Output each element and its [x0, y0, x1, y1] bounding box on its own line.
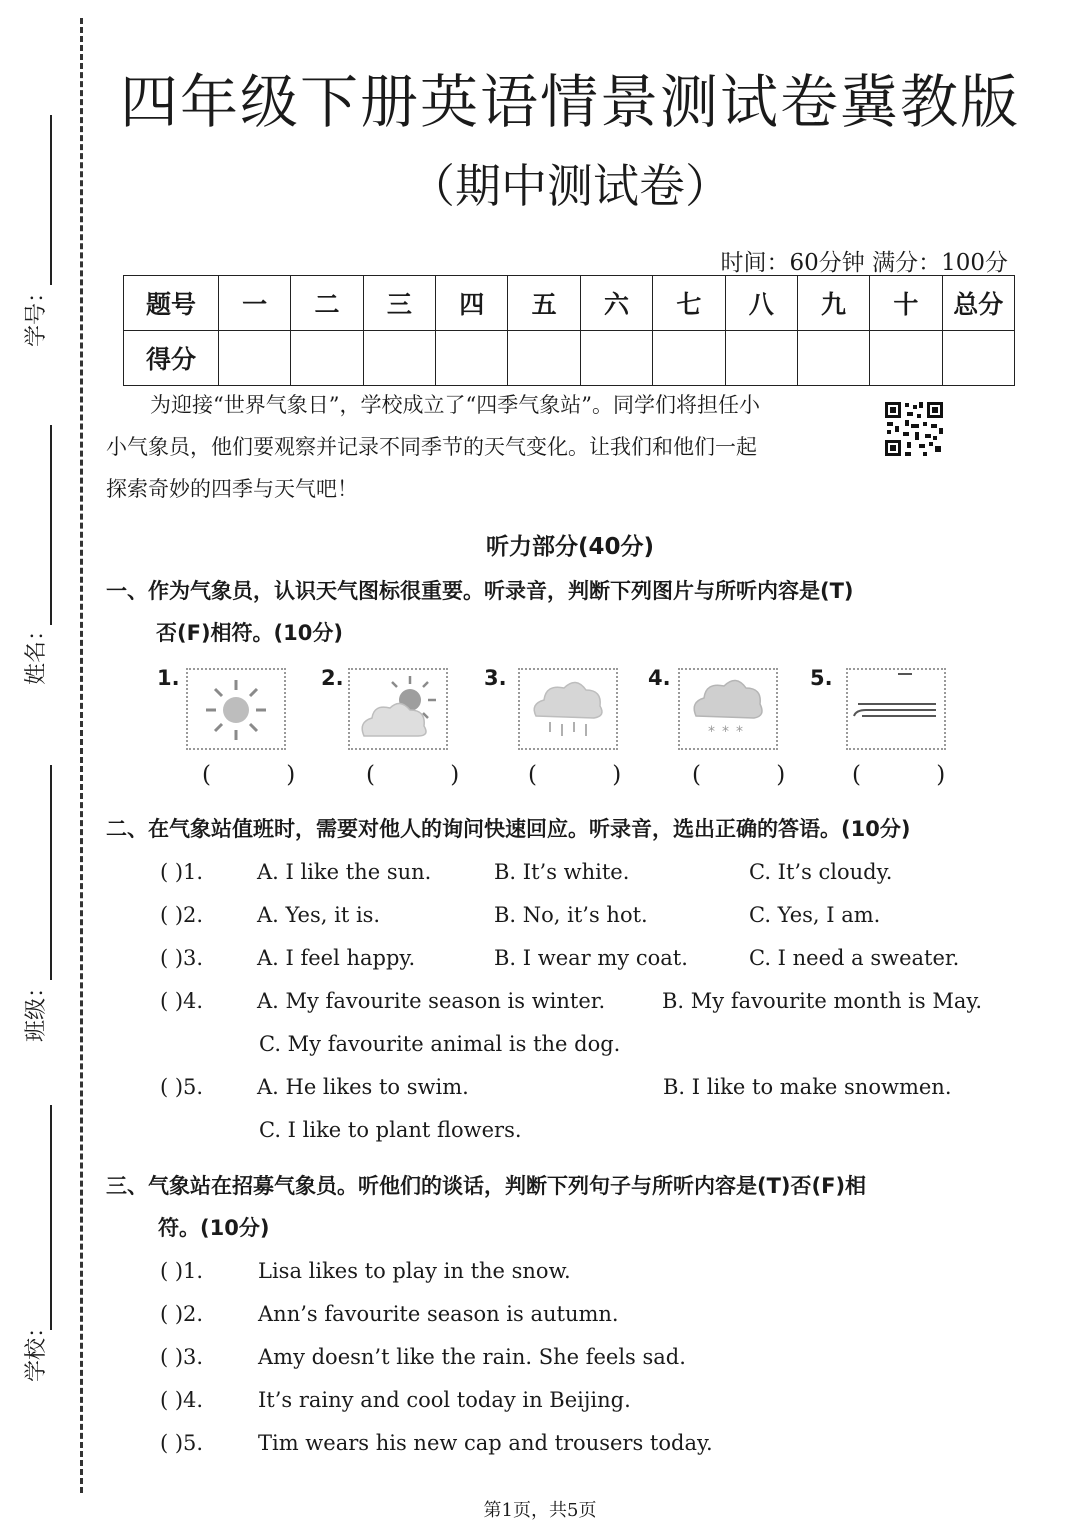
statement-text: Ann’s favourite season is autumn. [258, 1302, 619, 1326]
name-label: 姓名： [24, 618, 49, 685]
statement-number[interactable]: ( )5. [160, 1431, 204, 1455]
column-header: 二 [291, 276, 363, 331]
option-a: A. My favourite season is winter. [257, 989, 606, 1013]
column-header: 八 [725, 276, 797, 331]
column-header: 总分 [942, 276, 1014, 331]
statement-text: Lisa likes to play in the snow. [258, 1259, 571, 1283]
statement-text: It’s rainy and cool today in Beijing. [258, 1388, 631, 1412]
option-b: B. My favourite month is May. [662, 989, 983, 1013]
option-b: B. I like to make snowmen. [663, 1075, 952, 1099]
section3-heading-line1: 三、气象站在招募气象员。听他们的谈话，判断下列句子与所听内容是(T)否(F)相 [106, 1174, 867, 1198]
statement-text: Tim wears his new cap and trousers today. [258, 1431, 713, 1455]
score-cell[interactable] [797, 331, 869, 386]
score-cell[interactable] [363, 331, 435, 386]
column-header: 九 [797, 276, 869, 331]
score-table-score-row [124, 331, 1015, 386]
sun-icon [188, 670, 284, 748]
column-header: 三 [363, 276, 435, 331]
picture-number: 2. [321, 666, 344, 690]
question-number[interactable]: ( )5. [160, 1075, 204, 1099]
binding-dashed-line [80, 18, 83, 1493]
option-c: C. Yes, I am. [749, 903, 881, 927]
svg-text:*: * [722, 724, 729, 740]
answer-parentheses[interactable]: ( ) [528, 762, 656, 788]
statement-number[interactable]: ( )3. [160, 1345, 204, 1369]
column-header: 五 [508, 276, 580, 331]
score-cell[interactable] [870, 331, 942, 386]
picture-frame [678, 668, 778, 750]
option-a: A. He likes to swim. [257, 1075, 469, 1099]
answer-parentheses[interactable]: ( ) [366, 762, 494, 788]
answer-parentheses[interactable]: ( ) [202, 762, 330, 788]
school-blank[interactable] [50, 1105, 52, 1330]
option-c: C. My favourite animal is the dog. [259, 1032, 621, 1056]
question-number[interactable]: ( )3. [160, 946, 204, 970]
score-table [123, 275, 1015, 386]
score-cell[interactable] [725, 331, 797, 386]
option-a: A. Yes, it is. [257, 903, 381, 927]
name-blank[interactable] [50, 425, 52, 625]
question-number[interactable]: ( )4. [160, 989, 204, 1013]
option-b: B. No, it’s hot. [494, 903, 648, 927]
picture-number: 1. [157, 666, 180, 690]
page-footer: 第1页，共5页 [483, 1500, 597, 1521]
class-blank[interactable] [50, 765, 52, 980]
section2-heading: 二、在气象站值班时，需要对他人的询问快速回应。听录音，选出正确的答语。(10分) [106, 817, 911, 841]
option-c: C. I need a sweater. [749, 946, 960, 970]
picture-number: 5. [810, 666, 833, 690]
answer-parentheses[interactable]: ( ) [692, 762, 820, 788]
option-b: B. It’s white. [494, 860, 630, 884]
statement-text: Amy doesn’t like the rain. She feels sad. [258, 1345, 686, 1369]
statement-number[interactable]: ( )2. [160, 1302, 204, 1326]
page-subtitle: （期中测试卷） [409, 159, 731, 213]
column-header: 十 [870, 276, 942, 331]
question-number[interactable]: ( )2. [160, 903, 204, 927]
question-number-label: 题号 [124, 276, 219, 331]
class-label: 班级： [24, 975, 49, 1042]
column-header: 四 [436, 276, 508, 331]
student-no-label: 学号： [24, 280, 49, 347]
score-cell[interactable] [219, 331, 291, 386]
picture-frame [518, 668, 618, 750]
option-a: A. I like the sun. [257, 860, 432, 884]
score-cell[interactable] [942, 331, 1014, 386]
score-label: 得分 [124, 331, 219, 386]
picture-frame [186, 668, 286, 750]
option-a: A. I feel happy. [257, 946, 416, 970]
school-label: 学校： [24, 1315, 49, 1382]
statement-number[interactable]: ( )1. [160, 1259, 204, 1283]
intro-line: 小气象员，他们要观察并记录不同季节的天气变化。让我们和他们一起 [106, 435, 757, 459]
section1-heading-line1: 一、作为气象员，认识天气图标很重要。听录音，判断下列图片与所听内容是(T) [106, 579, 854, 603]
section3-heading-line2: 符。(10分) [158, 1216, 270, 1240]
intro-line: 探索奇妙的四季与天气吧！ [106, 477, 358, 501]
rain-cloud-icon [520, 670, 616, 748]
intro-line: 为迎接“世界气象日”，学校成立了“四季气象站”。同学们将担任小 [150, 393, 760, 417]
intro-paragraph [106, 384, 856, 510]
column-header: 七 [653, 276, 725, 331]
score-table-header-row [124, 276, 1015, 331]
score-cell[interactable] [291, 331, 363, 386]
wind-icon [848, 670, 944, 748]
score-cell[interactable] [436, 331, 508, 386]
svg-text:*: * [708, 724, 715, 740]
picture-number: 3. [484, 666, 507, 690]
answer-parentheses[interactable]: ( ) [852, 762, 980, 788]
page-title: 四年级下册英语情景测试卷冀教版 [119, 68, 1020, 136]
statement-number[interactable]: ( )4. [160, 1388, 204, 1412]
picture-frame [348, 668, 448, 750]
qr-code-icon[interactable] [883, 400, 945, 458]
section1-heading-line2: 否(F)相符。(10分) [156, 621, 343, 645]
option-c: C. It’s cloudy. [749, 860, 893, 884]
svg-text:*: * [736, 724, 743, 740]
partly-cloudy-icon [350, 670, 446, 748]
student-no-blank[interactable] [50, 115, 52, 285]
option-c: C. I like to plant flowers. [259, 1118, 522, 1142]
snow-cloud-icon [680, 670, 776, 748]
option-b: B. I wear my coat. [494, 946, 688, 970]
score-cell[interactable] [508, 331, 580, 386]
listening-section-title: 听力部分(40分) [485, 534, 655, 560]
column-header: 一 [219, 276, 291, 331]
score-cell[interactable] [653, 331, 725, 386]
picture-number: 4. [648, 666, 671, 690]
score-cell[interactable] [580, 331, 652, 386]
time-info: 时间：60分钟 满分：100分 [720, 250, 1008, 276]
picture-frame [846, 668, 946, 750]
column-header: 六 [580, 276, 652, 331]
question-number[interactable]: ( )1. [160, 860, 204, 884]
